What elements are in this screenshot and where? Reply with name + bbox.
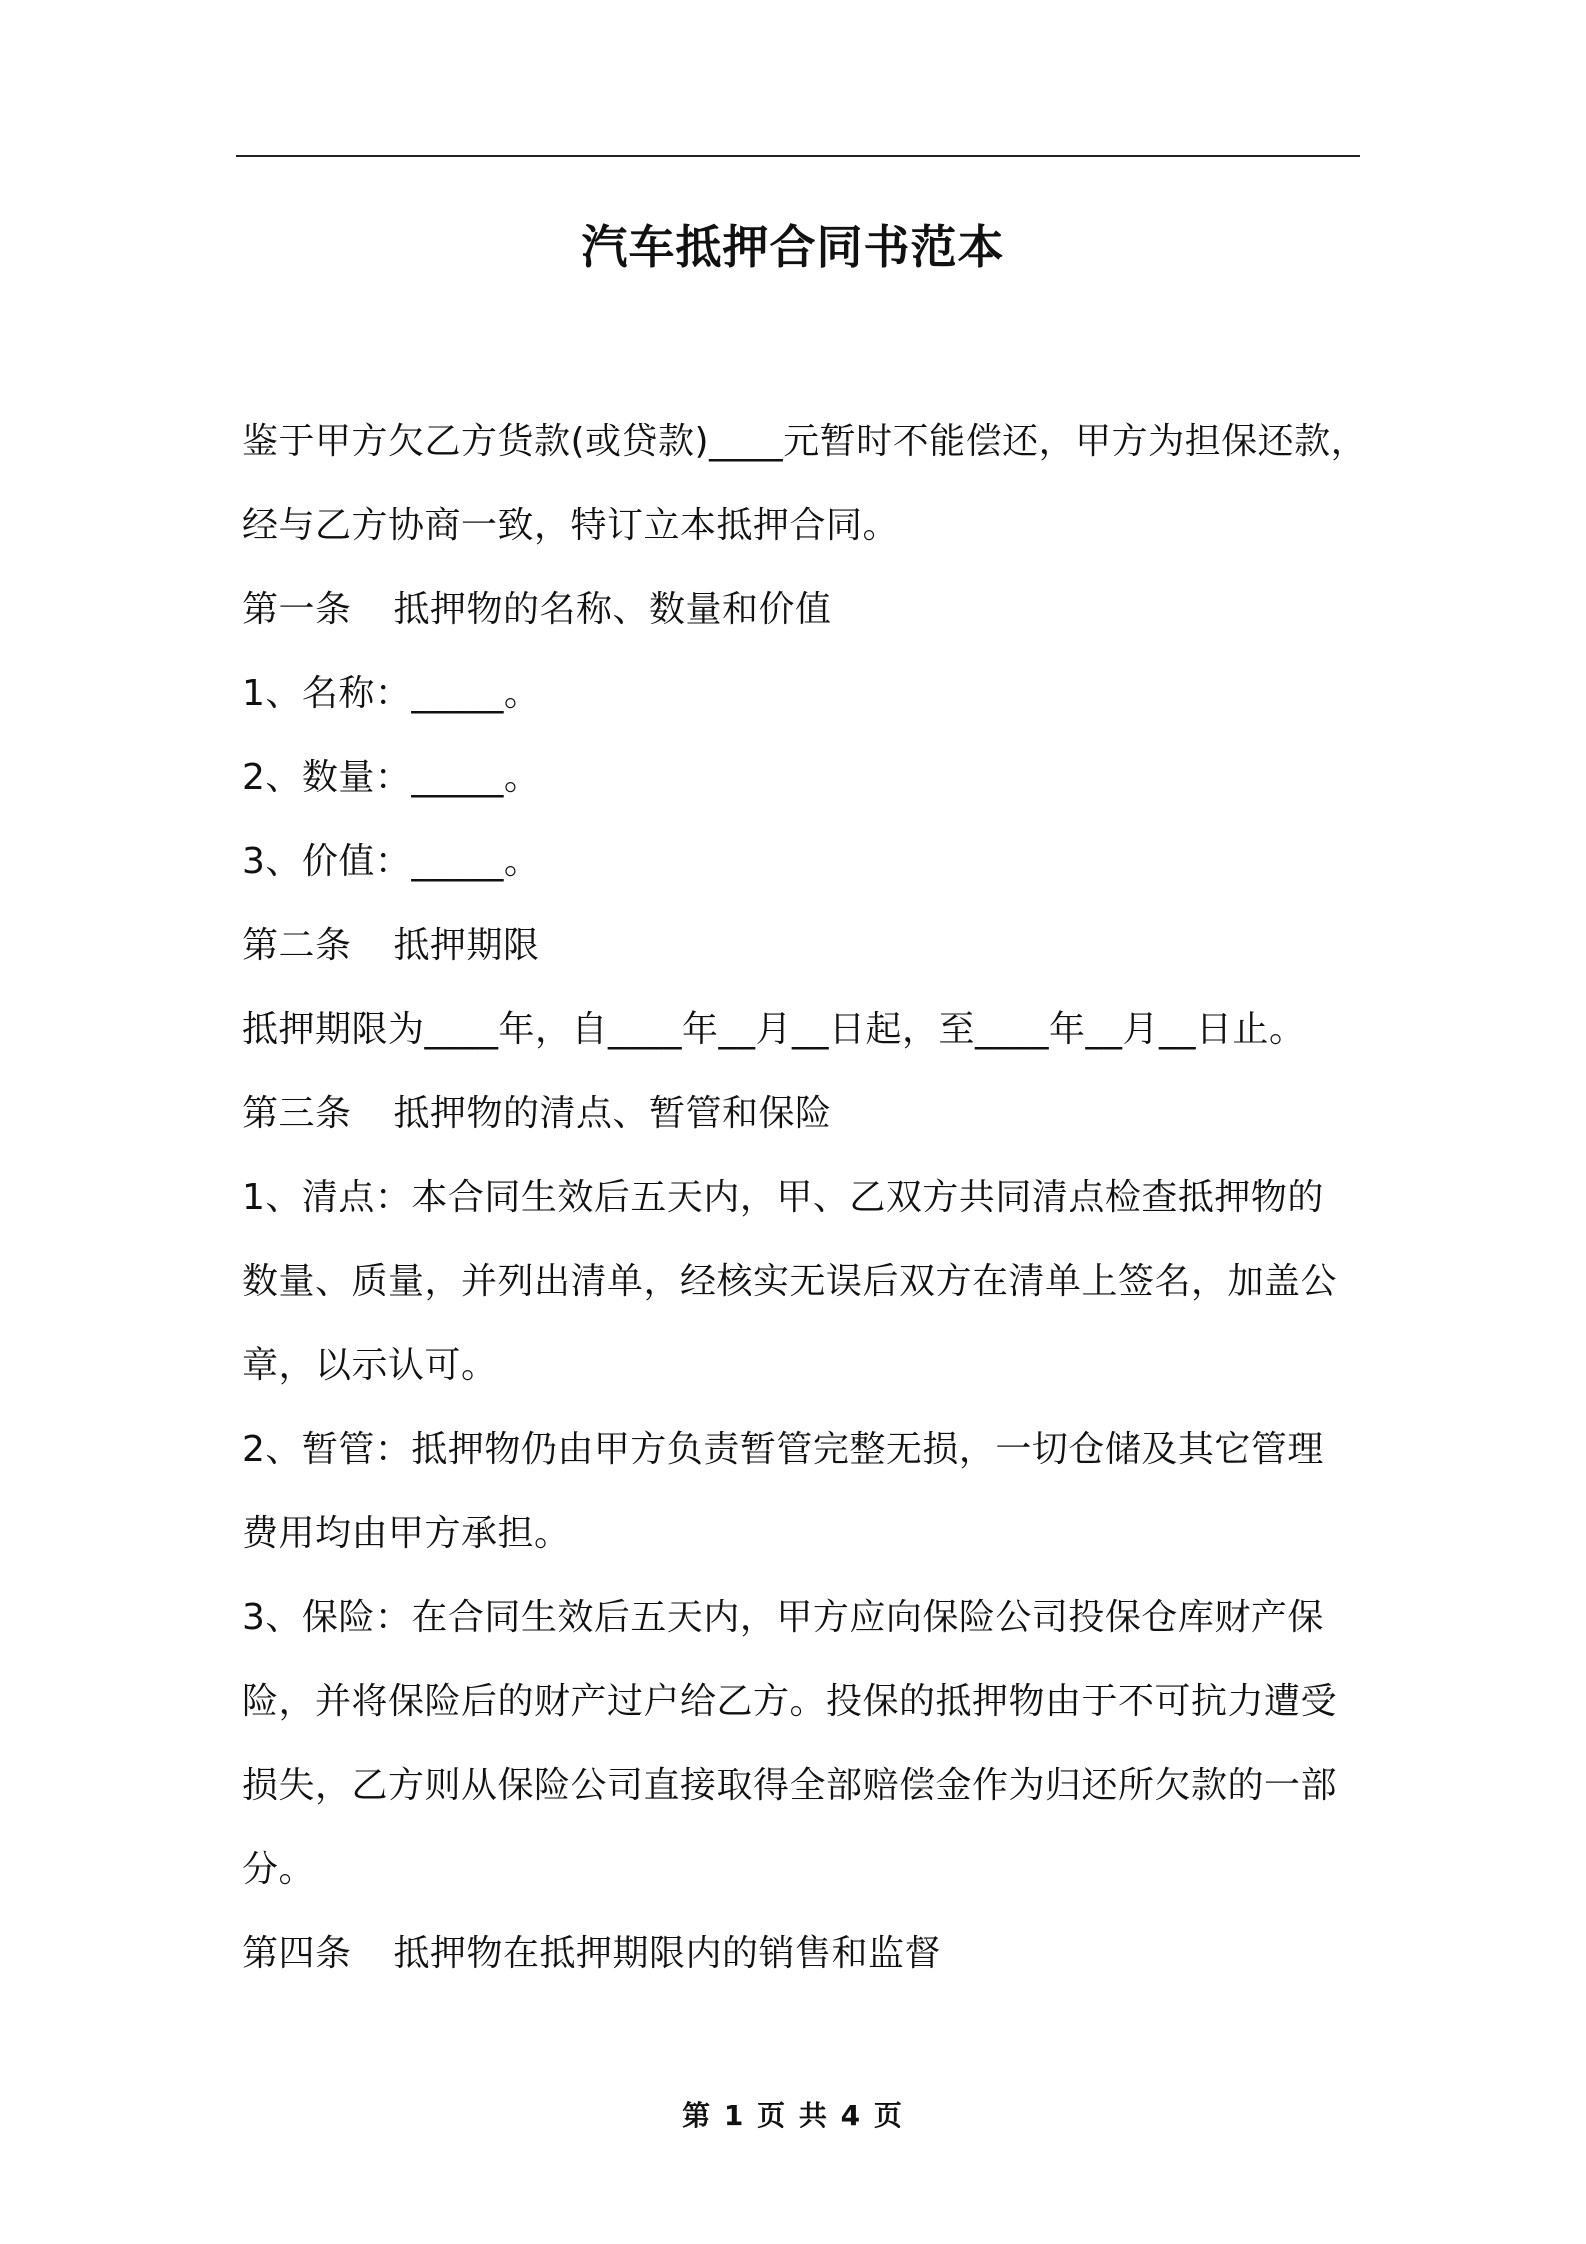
body-line: 3、价值：_____。 (242, 841, 541, 882)
header-rule (236, 155, 1360, 157)
article-title: 抵押物在抵押期限内的销售和监督 (393, 1933, 942, 1974)
body-line: 章，以示认可。 (242, 1345, 498, 1386)
article-title: 抵押物的名称、数量和价值 (393, 589, 832, 630)
body-line: 损失，乙方则从保险公司直接取得全部赔偿金作为归还所欠款的一部 (242, 1765, 1338, 1806)
page-footer: 第 1 页 共 4 页 (682, 2099, 904, 2132)
article-number: 第一条 (242, 589, 352, 630)
article-heading (242, 904, 1392, 988)
body-line: 3、保险：在合同生效后五天内，甲方应向保险公司投保仓库财产保 (242, 1597, 1324, 1638)
body-line: 经与乙方协商一致，特订立本抵押合同。 (242, 505, 900, 546)
article-title: 抵押物的清点、暂管和保险 (393, 1093, 832, 1134)
article-number: 第四条 (242, 1933, 352, 1974)
body-line: 2、数量：_____。 (242, 757, 541, 798)
article-number: 第二条 (242, 925, 352, 966)
document-title: 汽车抵押合同书范本 (581, 220, 1005, 274)
body-line: 2、暂管：抵押物仍由甲方负责暂管完整无损，一切仓储及其它管理 (242, 1429, 1324, 1470)
body-line: 抵押期限为____年，自____年__月__日起，至____年__月__日止。 (242, 1009, 1306, 1050)
article-title: 抵押期限 (393, 925, 540, 966)
article-heading (242, 1912, 1392, 1996)
document-body (242, 400, 1392, 1996)
body-line: 数量、质量，并列出清单，经核实无误后双方在清单上签名，加盖公 (242, 1261, 1338, 1302)
body-line: 费用均由甲方承担。 (242, 1513, 571, 1554)
body-line: 1、名称：_____。 (242, 673, 541, 714)
body-line: 鉴于甲方欠乙方货款(或贷款)____元暂时不能偿还，甲方为担保还款， (242, 421, 1368, 462)
body-line: 1、清点：本合同生效后五天内，甲、乙双方共同清点检查抵押物的 (242, 1177, 1324, 1218)
article-heading (242, 568, 1392, 652)
article-heading (242, 1072, 1392, 1156)
body-line: 险，并将保险后的财产过户给乙方。投保的抵押物由于不可抗力遭受 (242, 1681, 1338, 1722)
article-number: 第三条 (242, 1093, 352, 1134)
body-line: 分。 (242, 1849, 316, 1890)
